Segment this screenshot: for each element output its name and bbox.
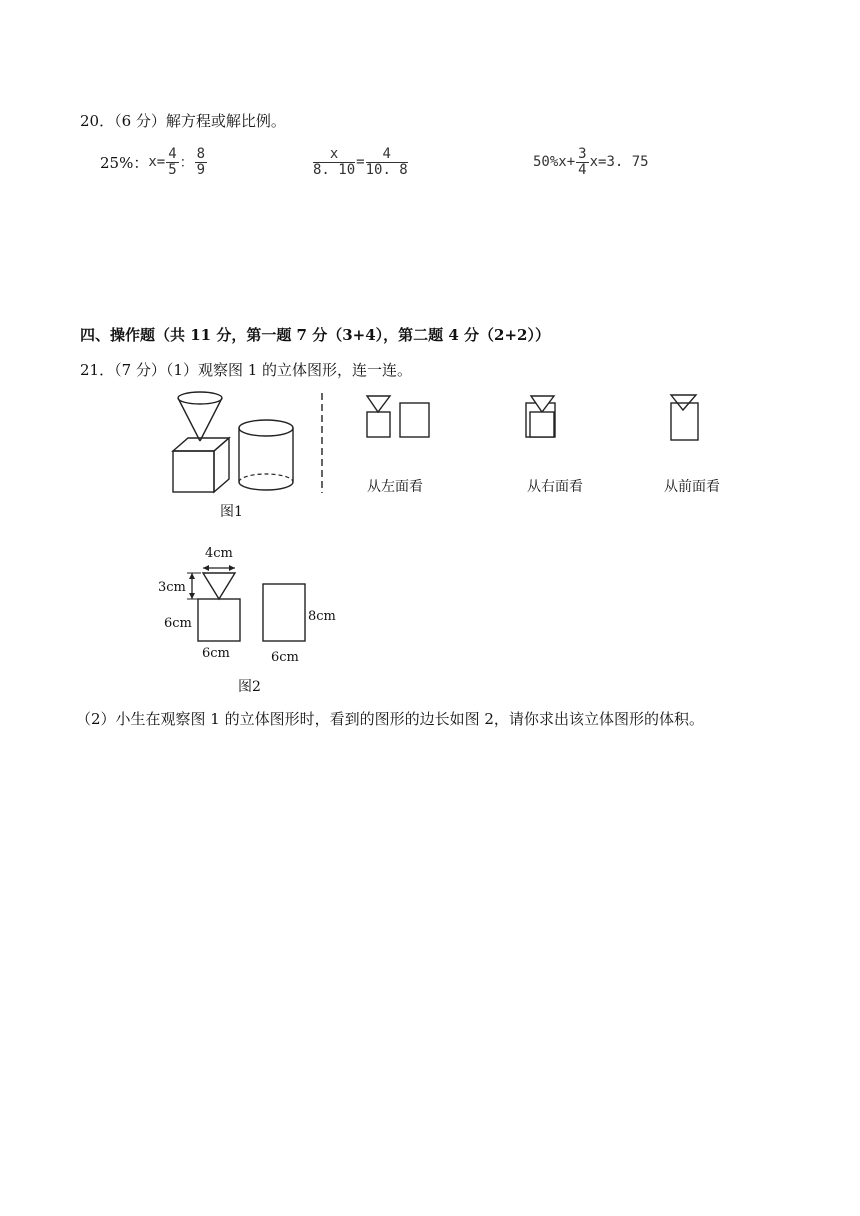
q20-title: 20．（6 分）解方程或解比例。 bbox=[80, 112, 286, 130]
eq1-x-equals: x= bbox=[148, 154, 166, 170]
eq2-f2-denominator: 10. 8 bbox=[365, 161, 408, 178]
cube-side-face bbox=[214, 438, 229, 492]
eq3-numerator: 3 bbox=[578, 145, 587, 162]
rectangle-shape bbox=[400, 403, 429, 437]
eq2-f1-numerator: x bbox=[313, 147, 355, 163]
view-from-left-drawing bbox=[362, 394, 434, 446]
arrow-head-up bbox=[189, 573, 195, 579]
eq2-f1-denominator: 8. 10 bbox=[313, 161, 356, 178]
label-view-from-front: 从前面看 bbox=[664, 479, 720, 495]
arrow-head-down bbox=[189, 593, 195, 599]
eq2-f2-numerator: 4 bbox=[366, 147, 408, 163]
eq2-fraction-1 bbox=[313, 147, 355, 178]
q21-part-2: （2）小生在观察图 1 的立体图形时，看到的图形的边长如图 2，请你求出该立体图形的体积。 bbox=[76, 710, 704, 728]
eq3-denominator: 4 bbox=[578, 161, 587, 178]
eq3-fraction bbox=[576, 147, 588, 178]
section-4-title: 四、操作题（共 11 分，第一题 7 分（3+4），第二题 4 分（2+2）） bbox=[80, 326, 550, 344]
eq1-fraction-1 bbox=[166, 147, 178, 178]
square-shape bbox=[530, 412, 554, 437]
eq1-f2-denominator: 9 bbox=[196, 161, 206, 178]
figure-1-solids bbox=[160, 390, 340, 525]
view-from-front-drawing bbox=[666, 393, 706, 445]
dim-cube-width: 6cm bbox=[202, 646, 230, 661]
eq3-lead: 50%x+ bbox=[533, 154, 576, 170]
cylinder-top bbox=[239, 420, 293, 436]
triangle-shape bbox=[367, 396, 390, 412]
square-shape bbox=[367, 412, 390, 437]
eq1-fraction-2 bbox=[195, 147, 207, 178]
q20-equation-2 bbox=[312, 140, 409, 184]
q21-title: 21．（7 分）（1）观察图 1 的立体图形，连一连。 bbox=[80, 361, 413, 379]
cube-front-face bbox=[173, 451, 214, 492]
cylinder-rectangle bbox=[263, 584, 305, 641]
eq1-prefix: 25%： bbox=[100, 153, 149, 172]
eq1-colon: ： bbox=[179, 155, 194, 171]
dim-cone-width: 4cm bbox=[205, 546, 233, 561]
eq2-equals: = bbox=[356, 154, 365, 170]
cone-triangle bbox=[203, 573, 235, 599]
arrow-head-right bbox=[229, 565, 235, 571]
figure-2-caption: 图2 bbox=[238, 679, 261, 695]
eq1-f2-numerator: 8 bbox=[196, 145, 206, 162]
label-view-from-left: 从左面看 bbox=[367, 479, 423, 495]
cube-square bbox=[198, 599, 240, 641]
dim-cylinder-width: 6cm bbox=[271, 650, 299, 665]
dim-cylinder-height: 8cm bbox=[308, 609, 336, 624]
eq3-tail: x=3. 75 bbox=[589, 154, 649, 170]
cone-top-ellipse bbox=[178, 392, 222, 404]
q20-equation-1 bbox=[100, 140, 208, 184]
label-view-from-right: 从右面看 bbox=[527, 479, 583, 495]
figure-2-dimensions bbox=[155, 540, 355, 700]
eq2-fraction-2 bbox=[366, 147, 408, 178]
triangle-shape bbox=[531, 396, 554, 412]
cylinder-bottom-back bbox=[239, 474, 293, 482]
q20-equation-3 bbox=[533, 140, 649, 184]
view-from-right-drawing bbox=[522, 394, 562, 446]
figure-1-caption: 图1 bbox=[220, 504, 243, 520]
arrow-head-left bbox=[203, 565, 209, 571]
dim-cube-height: 6cm bbox=[164, 616, 192, 631]
eq1-f1-denominator: 5 bbox=[168, 161, 177, 178]
dashed-divider bbox=[318, 393, 328, 495]
eq1-f1-numerator: 4 bbox=[168, 145, 177, 162]
cylinder-bottom-front bbox=[239, 482, 293, 490]
dim-cone-height: 3cm bbox=[158, 580, 186, 595]
